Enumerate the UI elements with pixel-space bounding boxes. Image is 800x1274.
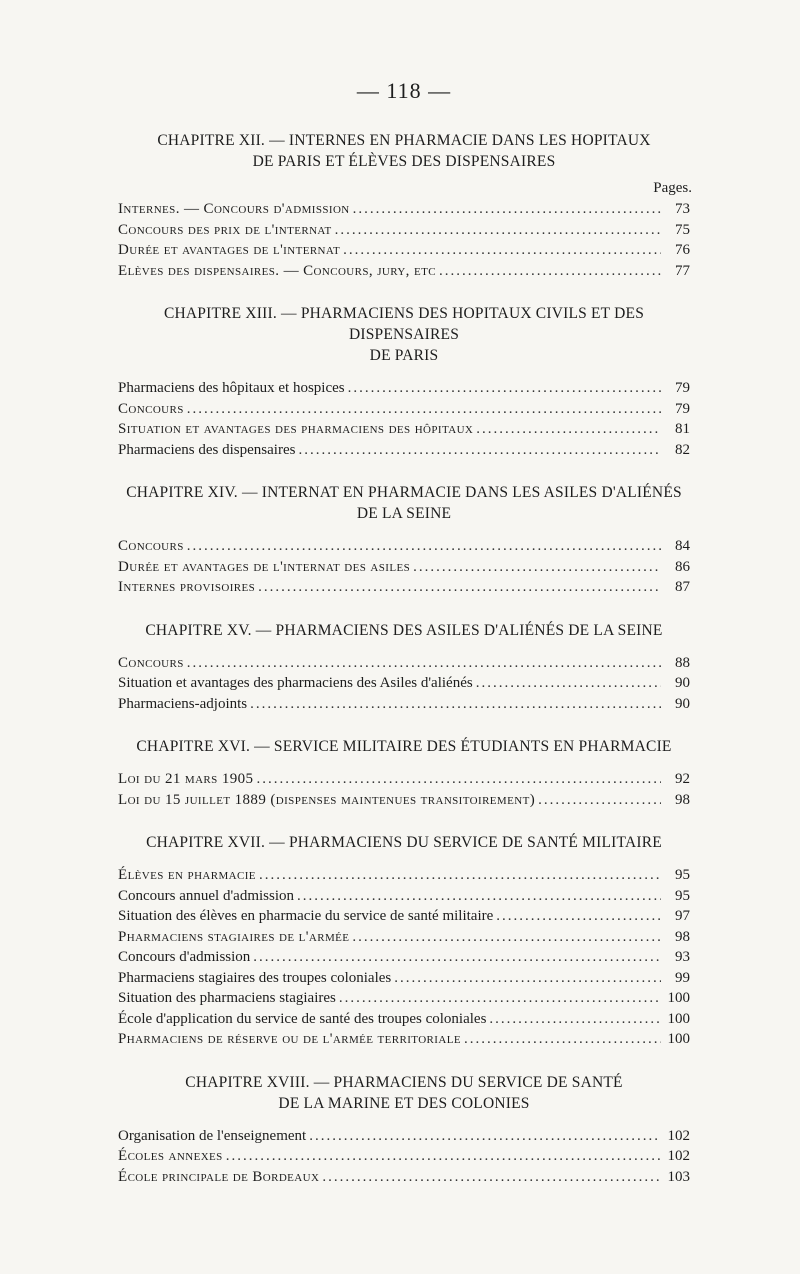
toc-entry-label: Organisation de l'enseignement [118,1127,307,1144]
chapter-title-line: CHAPITRE XIII. — PHARMACIENS DES HOPITAUX CIVILS ET DES DISPENSAIRES [163,305,645,343]
chapter-section [118,620,690,715]
toc-entry [118,557,690,578]
chapter-section [118,1072,690,1188]
chapter-title-line: CHAPITRE XV. — PHARMACIENS DES ASILES D'ALIÉNÉS DE LA SEINE [145,621,663,639]
toc-entry [118,577,690,598]
chapter-title-line: CHAPITRE XVI. — SERVICE MILITAIRE DES ÉTUDIANTS EN PHARMACIE [136,738,672,755]
toc-entry [118,536,690,557]
toc-entry-label: Durée et avantages de l'internat des asiles [118,558,411,575]
toc-entry-page: 98 [675,791,690,808]
toc-entry-label: Concours d'admission [118,949,251,965]
toc-entry-label: Elèves des dispensaires. — Concours, jury, etc [118,262,436,279]
toc-entry-page: 97 [675,908,690,924]
dot-leader [538,790,661,811]
chapter-title [118,620,690,641]
toc-entry-label: Élèves en pharmacie [118,867,256,883]
toc-entry-label: Durée et avantages de l'internat [118,242,341,258]
dot-leader [297,886,661,907]
toc-entry [118,886,690,907]
toc-entry-label: Concours [118,654,184,671]
dot-leader [259,865,661,886]
toc-entry [118,1126,690,1147]
toc-entry-label: Loi du 21 mars 1905 [118,771,254,787]
toc-entry-label: Concours [118,400,184,417]
dot-leader [439,261,661,282]
chapter-section [118,832,690,1050]
toc-entry-page: 102 [667,1148,690,1164]
toc-entry-label: Situation et avantages des pharmaciens des hôpitaux [118,421,474,437]
toc-entry-page: 86 [675,558,690,575]
chapter-title-line: DE LA MARINE ET DES COLONIES [278,1094,530,1112]
toc-entry-label: Loi du 15 juillet 1889 (dispenses maintenues transitoirement) [118,791,536,808]
toc-entry-page: 79 [675,400,690,417]
toc-entry [118,968,690,989]
dot-leader [298,440,661,461]
dot-leader [476,419,661,440]
chapter-title [118,130,690,172]
toc-entry-label: Internes. — Concours d'admission [118,201,350,217]
chapter-title-line: DE PARIS [369,347,439,364]
toc-entry [118,419,690,440]
toc-entry [118,769,690,790]
dot-leader [348,378,661,399]
chapter-title-line: CHAPITRE XII. — INTERNES EN PHARMACIE DANS LES HOPITAUX [157,132,651,149]
toc-entry-page: 102 [667,1127,690,1144]
toc-entry [118,440,690,461]
toc-entry-page: 84 [675,538,690,554]
dot-leader [226,1146,661,1167]
dot-leader [187,536,661,557]
toc-entry-page: 79 [675,380,690,396]
toc-entry [118,220,690,241]
toc-entry [118,399,690,420]
toc-entry [118,378,690,399]
toc-entry-label: Pharmaciens stagiaires de l'armée [118,928,350,945]
toc-entry [118,1167,690,1188]
toc-entry-label: Écoles annexes [118,1148,223,1164]
dot-leader [339,988,661,1009]
toc-entry [118,927,690,948]
toc-entry [118,790,690,811]
toc-entry-page: 87 [675,579,690,595]
chapter-title-line: CHAPITRE XVII. — PHARMACIENS DU SERVICE DE SANTÉ MILITAIRE [146,834,662,851]
chapter-title-line: CHAPITRE XVIII. — PHARMACIENS DU SERVICE DE SANTÉ [185,1073,623,1091]
toc-entry-page: 95 [675,867,690,883]
toc-entry-label: Pharmaciens stagiaires des troupes coloniales [118,969,392,986]
chapter-title [118,832,690,853]
toc-entry-label: Pharmaciens des hôpitaux et hospices [118,380,345,396]
toc-entry-page: 99 [675,969,690,986]
toc-entry [118,947,690,968]
toc-entry [118,199,690,220]
toc-entry-page: 93 [675,949,690,965]
dot-leader [322,1167,661,1188]
toc-entry-label: Pharmaciens des dispensaires [118,441,296,458]
toc-entry [118,240,690,261]
page [118,78,690,1209]
toc-entry [118,865,690,886]
toc-entry-page: 76 [675,242,690,258]
chapter-title [118,303,690,366]
toc-entry-page: 90 [675,695,690,712]
dot-leader [394,968,661,989]
toc-entry-page: 88 [675,654,690,671]
toc-entry-page: 100 [667,1031,690,1047]
toc-entry-label: Internes provisoires [118,579,256,595]
toc-entry-page: 95 [675,887,690,904]
toc-entry [118,1146,690,1167]
toc-entry-page: 77 [675,262,690,279]
toc-entry-label: École principale de Bordeaux [118,1168,320,1185]
toc-entry-page: 81 [675,421,690,437]
toc-entry-label: École d'application du service de santé des troupes coloniales [118,1010,487,1027]
toc-entry-page: 75 [675,221,690,238]
dot-leader [352,927,661,948]
toc-entry [118,694,690,715]
chapter-section [118,736,690,810]
toc-entry-label: Concours [118,538,184,554]
toc-entry [118,1029,690,1050]
chapter-section [118,303,690,460]
dot-leader [335,220,661,241]
toc-entry [118,988,690,1009]
dot-leader [253,947,661,968]
pages-column-label: Pages. [653,180,692,196]
chapter-section [118,130,690,281]
toc-entry-page: 100 [667,990,690,1006]
dot-leader [309,1126,661,1147]
chapter-title [118,736,690,757]
toc-entry-page: 92 [675,771,690,787]
dot-leader [413,557,661,578]
chapter-title-line: DE LA SEINE [356,505,452,522]
toc-entry-label: Concours des prix de l'internat [118,221,332,238]
dot-leader [489,1009,661,1030]
toc-entry [118,1009,690,1030]
dot-leader [343,240,661,261]
toc-entry [118,673,690,694]
toc-entry-label: Situation des pharmaciens stagiaires [118,990,336,1006]
chapter-title [118,1072,690,1114]
dot-leader [496,906,661,927]
toc-entry [118,653,690,674]
toc-entry-page: 103 [667,1168,690,1185]
toc-entry-label: Pharmaciens de réserve ou de l'armée territoriale [118,1031,461,1047]
chapter-title [118,482,690,524]
toc-entry-page: 98 [675,928,690,945]
chapter-title-line: DE PARIS ET ÉLÈVES DES DISPENSAIRES [252,153,556,170]
dot-leader [476,673,661,694]
toc-entry-page: 90 [675,675,690,691]
chapter-section [118,482,690,598]
toc-entry-page: 100 [667,1010,690,1027]
toc-entry [118,261,690,282]
dot-leader [464,1029,661,1050]
toc-entry [118,906,690,927]
dot-leader [250,694,661,715]
dot-leader [353,199,661,220]
chapter-title-line: CHAPITRE XIV. — INTERNAT EN PHARMACIE DANS LES ASILES D'ALIÉNÉS [126,484,682,501]
toc-entry-label: Situation et avantages des pharmaciens des Asiles d'aliénés [118,675,473,691]
toc-entry-label: Concours annuel d'admission [118,887,295,904]
toc-entry-page: 82 [675,441,690,458]
toc-entry-label: Pharmaciens-adjoints [118,695,248,712]
dot-leader [187,399,661,420]
table-of-contents [118,130,690,1187]
dot-leader [187,653,661,674]
dot-leader [256,769,661,790]
page-number: — 118 — [356,78,452,103]
toc-entry-page: 73 [675,201,690,217]
toc-entry-label: Situation des élèves en pharmacie du service de santé militaire [118,908,494,924]
dot-leader [258,577,661,598]
